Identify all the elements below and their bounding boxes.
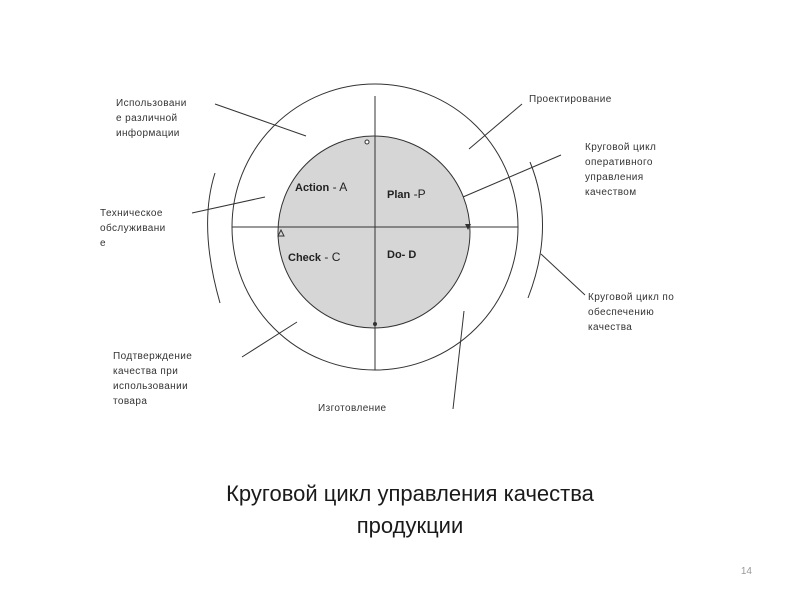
- quadrant-check-name: Check: [288, 252, 322, 264]
- label-usage-info: Использовани е различной информации: [116, 98, 187, 139]
- leader-operative-cycle: [463, 155, 561, 197]
- leader-usage-info: [215, 104, 306, 136]
- left-bracket: [208, 173, 220, 303]
- leader-maintenance: [192, 197, 265, 213]
- quadrant-action-sep: -: [329, 180, 340, 194]
- quadrant-check-sep: -: [321, 250, 332, 264]
- quadrant-do-name: Do: [387, 249, 402, 261]
- quadrant-action-name: Action: [295, 182, 330, 194]
- leader-assurance-cycle: [541, 254, 585, 295]
- leader-confirmation: [242, 322, 297, 357]
- caption-line-2: продукции: [356, 513, 464, 538]
- bottom-marker: [373, 322, 377, 326]
- quadrant-action-letter: A: [339, 180, 348, 194]
- quadrant-do: [387, 249, 416, 261]
- label-confirmation: Подтверждение качества при использовании товара: [113, 351, 193, 407]
- quadrant-action: [295, 180, 347, 194]
- quadrant-plan-name: Plan: [387, 189, 411, 201]
- label-assurance-cycle: Круговой цикл по обеспечению качества: [588, 292, 675, 333]
- diagram-caption: [150, 478, 670, 542]
- right-bracket: [528, 162, 543, 298]
- quadrant-do-sep: -: [401, 249, 409, 261]
- quadrant-plan: [387, 187, 426, 201]
- quadrant-check-letter: C: [331, 250, 341, 264]
- quadrant-check: [288, 250, 341, 264]
- quadrant-plan-letter: P: [417, 187, 426, 201]
- leader-manufacturing: [453, 311, 464, 409]
- quadrant-do-letter: D: [408, 249, 417, 261]
- caption-line-1: Круговой цикл управления качества: [226, 481, 594, 506]
- page-number: 14: [740, 566, 752, 577]
- quadrant-plan-sep: -: [410, 187, 418, 201]
- top-marker: [365, 140, 369, 144]
- label-maintenance: Техническое обслуживани е: [100, 208, 166, 249]
- inner-circle: [278, 136, 470, 328]
- label-operative-cycle: Круговой цикл оперативного управления качеством: [585, 142, 657, 198]
- label-design: Проектирование: [529, 94, 612, 105]
- label-manufacturing: Изготовление: [318, 403, 387, 414]
